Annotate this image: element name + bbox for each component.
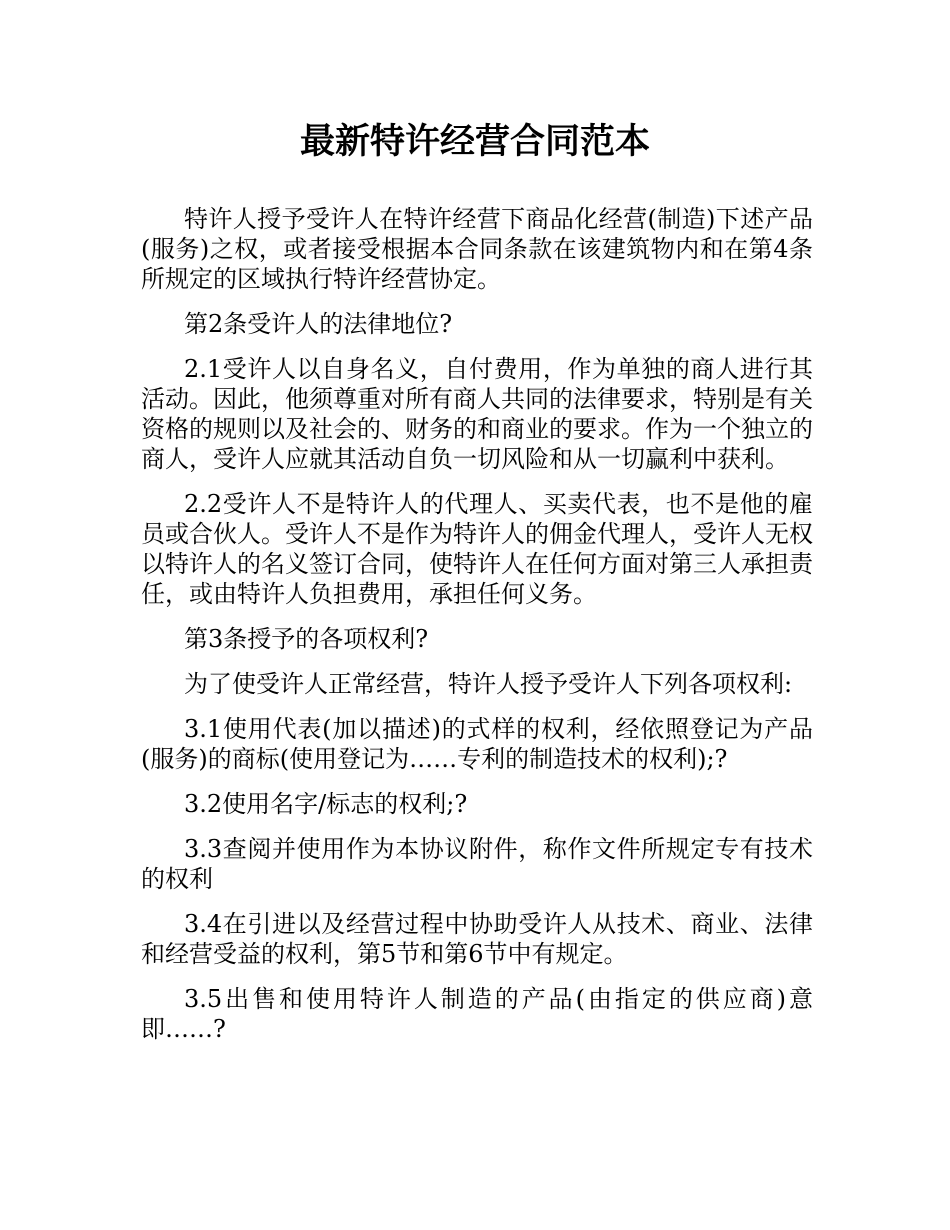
- paragraph-3-5: 3.5出售和使用特许人制造的产品(由指定的供应商)意即……?: [141, 985, 813, 1043]
- paragraph-3-2: 3.2使用名字/标志的权利;?: [184, 790, 468, 818]
- paragraph-3-1: 3.1使用代表(加以描述)的式样的权利，经依照登记为产品(服务)的商标(使用登记为……专利的制造技术的权利);?: [141, 715, 813, 773]
- paragraph-3-3: 3.3查阅并使用作为本协议附件，称作文件所规定专有技术的权利: [141, 835, 813, 893]
- paragraph-2-1: 2.1受许人以自身名义，自付费用，作为单独的商人进行其活动。因此，他须尊重对所有商人共同的法律要求，特别是有关资格的规则以及社会的、财务的和商业的要求。作为一个独立的商人，受许人应就其活动自负一切风险和从一切赢利中获利。: [141, 355, 813, 473]
- paragraph-intro: 特许人授予受许人在特许经营下商品化经营(制造)下述产品(服务)之权，或者接受根据本合同条款在该建筑物内和在第4条所规定的区域执行特许经营协定。: [141, 205, 813, 293]
- paragraph-3-4: 3.4在引进以及经营过程中协助受许人从技术、商业、法律和经营受益的权利，第5节和第6节中有规定。: [141, 910, 813, 968]
- paragraph-article-3-intro: 为了使受许人正常经营，特许人授予受许人下列各项权利:: [184, 670, 793, 698]
- document-title: 最新特许经营合同范本: [299, 122, 650, 162]
- paragraph-2-2: 2.2受许人不是特许人的代理人、买卖代表，也不是他的雇员或合伙人。受许人不是作为特许人的佣金代理人，受许人无权以特许人的名义签订合同，使特许人在任何方面对第三人承担责任，或由特许人负担费用，承担任何义务。: [141, 490, 813, 608]
- document-body: [141, 204, 813, 1059]
- paragraph-article-2-heading: 第2条受许人的法律地位?: [184, 310, 453, 338]
- paragraph-article-3-heading: 第3条授予的各项权利?: [184, 625, 429, 653]
